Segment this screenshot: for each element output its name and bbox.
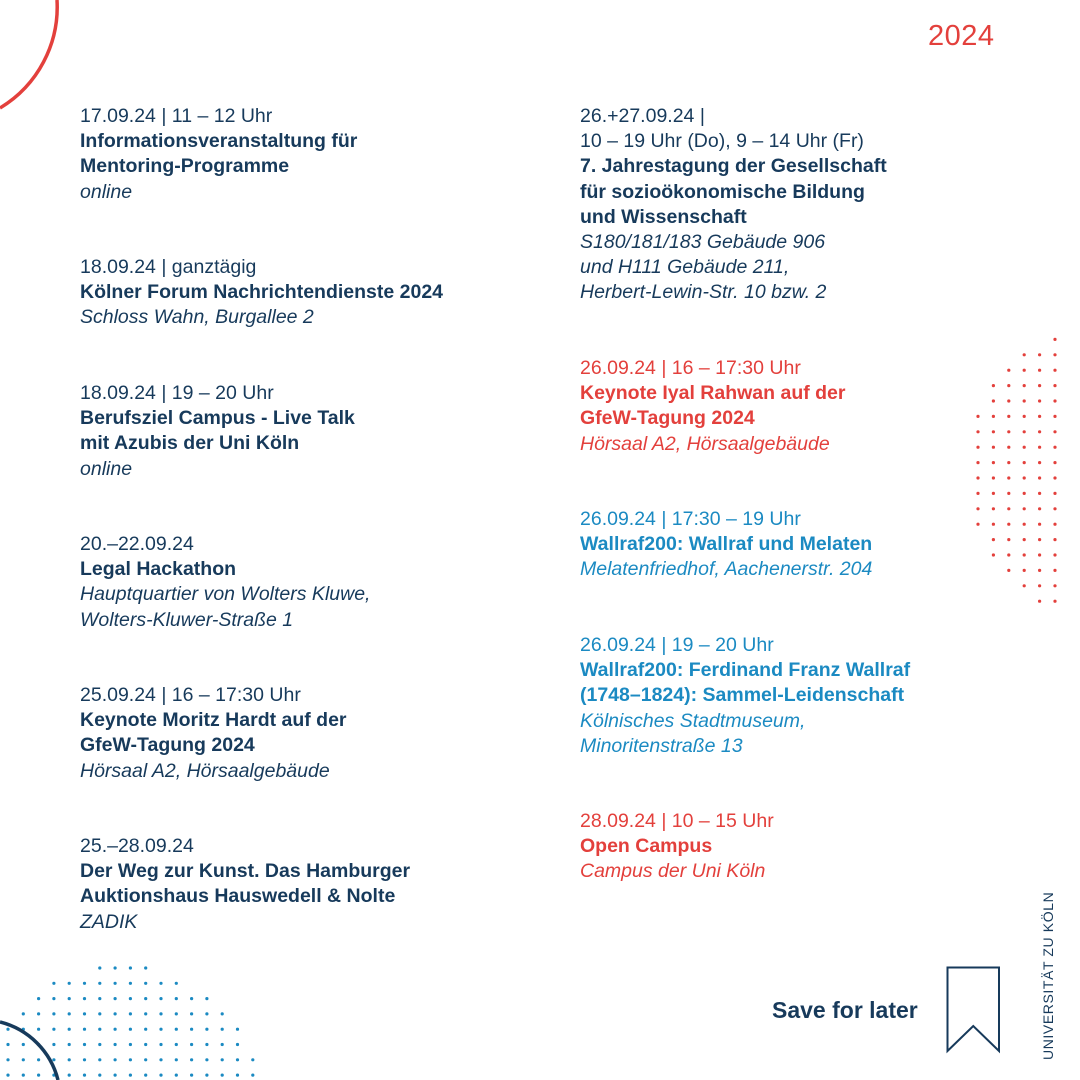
event-date: 25.–28.09.24: [80, 835, 194, 857]
decor-dot: [190, 1028, 193, 1031]
decor-dot: [83, 997, 86, 1000]
decor-dot: [159, 982, 162, 985]
decor-dot: [1023, 523, 1026, 526]
decor-dot: [37, 1028, 40, 1031]
event-title: für sozioökonomische Bildung: [580, 180, 865, 203]
decor-dot: [114, 966, 117, 969]
decor-dot: [236, 1074, 239, 1077]
event-location: Herbert-Lewin-Str. 10 bzw. 2: [580, 281, 827, 304]
decor-dot: [1038, 384, 1041, 387]
event-title: und Wissenschaft: [580, 205, 747, 228]
decor-dot: [129, 997, 132, 1000]
decor-dot: [1038, 415, 1041, 418]
decor-dot: [1023, 492, 1026, 495]
decor-dot: [159, 1012, 162, 1015]
event-title: Wallraf200: Wallraf und Melaten: [580, 533, 873, 556]
decor-dot: [22, 1012, 25, 1015]
decor-dot: [1053, 538, 1056, 541]
decor-dot: [144, 982, 147, 985]
decor-dot: [1007, 492, 1010, 495]
decor-dot: [68, 1074, 71, 1077]
decor-dot: [1023, 430, 1026, 433]
decor-dot: [144, 1058, 147, 1061]
decor-dot: [22, 1074, 25, 1077]
decor-dot: [1023, 507, 1026, 510]
event-date: 18.09.24 | ganztägig: [80, 256, 257, 278]
decor-dot: [83, 1058, 86, 1061]
decor-dot: [1007, 538, 1010, 541]
decor-dot: [1038, 538, 1041, 541]
event-date: 26.+27.09.24 |: [580, 105, 705, 127]
decor-dot: [175, 997, 178, 1000]
decor-dot: [976, 476, 979, 479]
decor-dot: [68, 997, 71, 1000]
decor-dot: [129, 982, 132, 985]
decor-dot: [976, 415, 979, 418]
decor-dot: [1007, 507, 1010, 510]
event-location: Kölnisches Stadtmuseum,: [580, 709, 806, 732]
decor-dot: [1038, 569, 1041, 572]
decor-dot: [129, 966, 132, 969]
decor-dot: [68, 1028, 71, 1031]
decor-dot: [221, 1028, 224, 1031]
decor-dot: [1023, 415, 1026, 418]
decor-dot: [129, 1012, 132, 1015]
decor-dot: [1038, 507, 1041, 510]
decor-dot: [1023, 446, 1026, 449]
event-date: 18.09.24 | 19 – 20 Uhr: [80, 382, 274, 404]
decor-dot: [992, 523, 995, 526]
event-location: Wolters-Kluwer-Straße 1: [80, 608, 294, 631]
decor-dot: [83, 1074, 86, 1077]
decor-dot: [976, 461, 979, 464]
decor-dot: [114, 1058, 117, 1061]
decor-dot: [1038, 446, 1041, 449]
decor-dot: [1023, 461, 1026, 464]
event-title: Open Campus: [580, 835, 713, 858]
decor-dot: [37, 1074, 40, 1077]
decor-dot: [1053, 353, 1056, 356]
decor-dot: [144, 1012, 147, 1015]
decor-dot: [175, 1043, 178, 1046]
decor-dot: [129, 1043, 132, 1046]
decor-dot: [114, 1028, 117, 1031]
decor-dot: [1053, 523, 1056, 526]
decor-dot: [190, 1012, 193, 1015]
decor-dot: [129, 1074, 132, 1077]
decor-dot: [114, 1074, 117, 1077]
right-dot-pattern: [976, 338, 1056, 603]
event-date: 25.09.24 | 16 – 17:30 Uhr: [80, 684, 301, 706]
event-location: Hörsaal A2, Hörsaalgebäude: [80, 759, 330, 782]
decor-dot: [1053, 492, 1056, 495]
decor-dot: [52, 1058, 55, 1061]
event-location: und H111 Gebäude 211,: [580, 256, 790, 279]
decor-dot: [1053, 384, 1056, 387]
event-location: Hörsaal A2, Hörsaalgebäude: [580, 432, 830, 455]
decor-dot: [1007, 384, 1010, 387]
decor-dot: [992, 446, 995, 449]
decor-dot: [1038, 399, 1041, 402]
event-location: online: [80, 457, 133, 480]
decor-dot: [159, 1028, 162, 1031]
decor-dot: [52, 1012, 55, 1015]
event-date: 26.09.24 | 16 – 17:30 Uhr: [580, 357, 801, 379]
event-title: Keynote Moritz Hardt auf der: [80, 709, 347, 732]
bookmark-icon[interactable]: [946, 966, 1002, 1054]
decor-dot: [1007, 415, 1010, 418]
decor-dot: [175, 1012, 178, 1015]
decor-dot: [144, 966, 147, 969]
top-left-arc: [0, 0, 57, 108]
decor-dot: [1053, 369, 1056, 372]
decor-dot: [1007, 569, 1010, 572]
event-title: Berufsziel Campus - Live Talk: [80, 407, 355, 430]
decor-dot: [52, 1028, 55, 1031]
decor-dot: [1007, 399, 1010, 402]
decor-dot: [159, 1043, 162, 1046]
decor-dot: [68, 1012, 71, 1015]
decor-dot: [1053, 507, 1056, 510]
decor-dot: [114, 1012, 117, 1015]
decor-dot: [114, 1043, 117, 1046]
decor-dot: [992, 430, 995, 433]
decor-dot: [1023, 476, 1026, 479]
decor-dot: [6, 1058, 9, 1061]
decor-dot: [83, 1012, 86, 1015]
decor-dot: [1007, 430, 1010, 433]
event-title: (1748–1824): Sammel-Leidenschaft: [580, 684, 905, 707]
decor-dot: [1023, 399, 1026, 402]
decor-dot: [98, 997, 101, 1000]
event-location: Minoritenstraße 13: [580, 734, 743, 757]
decor-dot: [52, 982, 55, 985]
event-item: [80, 834, 410, 935]
decor-dot: [144, 1074, 147, 1077]
decor-dot: [1038, 600, 1041, 603]
decor-dot: [129, 1058, 132, 1061]
decor-dot: [144, 997, 147, 1000]
decor-dot: [1053, 476, 1056, 479]
decor-dot: [992, 384, 995, 387]
event-item: [580, 809, 774, 885]
decor-dot: [98, 1028, 101, 1031]
decor-dot: [175, 1058, 178, 1061]
event-title: GfeW-Tagung 2024: [80, 734, 255, 757]
decor-dot: [144, 1043, 147, 1046]
event-location: S180/181/183 Gebäude 906: [580, 231, 826, 254]
bottom-left-arc: [0, 1022, 58, 1080]
decor-dot: [175, 982, 178, 985]
event-title: Wallraf200: Ferdinand Franz Wallraf: [580, 659, 911, 682]
decor-dot: [190, 1043, 193, 1046]
decor-dot: [1053, 399, 1056, 402]
decor-dot: [251, 1074, 254, 1077]
decor-dot: [221, 1058, 224, 1061]
decor-dot: [129, 1028, 132, 1031]
decor-dot: [1038, 430, 1041, 433]
decor-dot: [98, 1074, 101, 1077]
decor-dot: [992, 476, 995, 479]
decor-dot: [1007, 446, 1010, 449]
decor-dot: [159, 997, 162, 1000]
event-date: 26.09.24 | 19 – 20 Uhr: [580, 634, 774, 656]
year-label: 2024: [928, 20, 995, 52]
decor-dot: [992, 399, 995, 402]
event-title: mit Azubis der Uni Köln: [80, 432, 300, 455]
decor-dot: [236, 1028, 239, 1031]
decor-dot: [1053, 569, 1056, 572]
decor-dot: [98, 966, 101, 969]
decor-dot: [159, 1074, 162, 1077]
decor-dot: [1023, 553, 1026, 556]
decor-dot: [1023, 584, 1026, 587]
decor-dot: [205, 997, 208, 1000]
event-item: [580, 507, 872, 583]
decor-dot: [1023, 384, 1026, 387]
decor-dot: [1023, 569, 1026, 572]
event-title: Mentoring-Programme: [80, 155, 290, 178]
event-date: 26.09.24 | 17:30 – 19 Uhr: [580, 508, 801, 530]
decor-dot: [1038, 476, 1041, 479]
decor-dot: [190, 1058, 193, 1061]
event-title: Auktionshaus Hauswedell & Nolte: [80, 885, 396, 908]
event-title: Informationsveranstaltung für: [80, 130, 358, 153]
decor-dot: [1053, 553, 1056, 556]
decor-dot: [992, 538, 995, 541]
decor-dot: [37, 1058, 40, 1061]
decor-dot: [52, 997, 55, 1000]
decor-dot: [1007, 523, 1010, 526]
event-date: 17.09.24 | 11 – 12 Uhr: [80, 105, 273, 127]
decor-dot: [1038, 492, 1041, 495]
decor-dot: [1007, 369, 1010, 372]
event-location: Melatenfriedhof, Aachenerstr. 204: [580, 558, 873, 581]
decor-dot: [1038, 461, 1041, 464]
decor-dot: [37, 997, 40, 1000]
decor-dot: [236, 1058, 239, 1061]
event-location: ZADIK: [80, 910, 138, 933]
decor-dot: [976, 492, 979, 495]
decor-dot: [190, 1074, 193, 1077]
university-logo-text: UNIVERSITÄT ZU KÖLN: [1040, 891, 1056, 1060]
decor-dot: [221, 1043, 224, 1046]
decor-dot: [976, 523, 979, 526]
decor-dot: [205, 1012, 208, 1015]
event-location: online: [80, 180, 133, 203]
decor-dot: [1038, 523, 1041, 526]
decor-dot: [1038, 369, 1041, 372]
decor-dot: [1007, 476, 1010, 479]
decor-dot: [6, 1074, 9, 1077]
event-title: GfeW-Tagung 2024: [580, 407, 755, 430]
decor-dot: [159, 1058, 162, 1061]
event-item: [580, 104, 887, 306]
event-item: [80, 381, 355, 482]
decor-dot: [83, 982, 86, 985]
decor-dot: [1053, 600, 1056, 603]
decor-dot: [175, 1028, 178, 1031]
event-location: Schloss Wahn, Burgallee 2: [80, 306, 314, 329]
decor-dot: [221, 1074, 224, 1077]
decor-dot: [98, 1012, 101, 1015]
decor-dot: [1053, 430, 1056, 433]
event-item: [80, 104, 357, 205]
decor-dot: [83, 1028, 86, 1031]
decor-dot: [1053, 415, 1056, 418]
decor-dot: [68, 1058, 71, 1061]
event-title: 7. Jahrestagung der Gesellschaft: [580, 155, 887, 178]
decor-dot: [251, 1058, 254, 1061]
decor-dot: [1053, 584, 1056, 587]
decor-dot: [1053, 338, 1056, 341]
decor-dot: [992, 415, 995, 418]
decor-dot: [68, 982, 71, 985]
decor-dot: [1038, 584, 1041, 587]
decor-dot: [22, 1043, 25, 1046]
event-item: [80, 532, 370, 633]
decor-dot: [976, 507, 979, 510]
decor-dot: [1023, 538, 1026, 541]
decor-dot: [205, 1058, 208, 1061]
event-date: 28.09.24 | 10 – 15 Uhr: [580, 810, 774, 832]
decor-dot: [1038, 353, 1041, 356]
decor-dot: [98, 1058, 101, 1061]
decor-dot: [205, 1043, 208, 1046]
decor-dot: [1023, 369, 1026, 372]
decor-dot: [992, 507, 995, 510]
decor-dot: [205, 1074, 208, 1077]
decor-dot: [37, 1012, 40, 1015]
decor-dot: [992, 461, 995, 464]
decor-dot: [98, 1043, 101, 1046]
event-item: [80, 255, 443, 331]
decor-dot: [98, 982, 101, 985]
save-for-later-label: Save for later: [772, 997, 918, 1023]
decor-dot: [1038, 553, 1041, 556]
decor-dot: [6, 1043, 9, 1046]
decor-dot: [83, 1043, 86, 1046]
decor-dot: [976, 446, 979, 449]
event-item: [580, 356, 846, 457]
decor-dot: [221, 1012, 224, 1015]
decor-dot: [992, 553, 995, 556]
decor-dot: [114, 997, 117, 1000]
decor-dot: [144, 1028, 147, 1031]
decor-dot: [1053, 461, 1056, 464]
decor-dot: [1023, 353, 1026, 356]
decor-dot: [114, 982, 117, 985]
event-location: Hauptquartier von Wolters Kluwe,: [80, 583, 371, 606]
decor-dot: [6, 1028, 9, 1031]
event-title: Keynote Iyal Rahwan auf der: [580, 382, 846, 405]
decor-dot: [1007, 553, 1010, 556]
decor-dot: [190, 997, 193, 1000]
event-title: Der Weg zur Kunst. Das Hamburger: [80, 860, 411, 883]
decor-dot: [52, 1043, 55, 1046]
decor-dot: [175, 1074, 178, 1077]
decor-dot: [236, 1043, 239, 1046]
bottom-left-dot-pattern: [6, 966, 254, 1076]
event-item: [80, 683, 347, 784]
event-item: [580, 633, 910, 759]
event-date: 20.–22.09.24: [80, 533, 194, 555]
decor-dot: [68, 1043, 71, 1046]
event-title: Legal Hackathon: [80, 558, 237, 581]
event-date: 10 – 19 Uhr (Do), 9 – 14 Uhr (Fr): [580, 130, 864, 153]
decor-dot: [1007, 461, 1010, 464]
decor-dot: [205, 1028, 208, 1031]
event-location: Campus der Uni Köln: [580, 860, 766, 883]
decor-dot: [992, 492, 995, 495]
decor-dot: [22, 1058, 25, 1061]
event-title: Kölner Forum Nachrichtendienste 2024: [80, 281, 444, 304]
decor-dot: [976, 430, 979, 433]
decor-dot: [1053, 446, 1056, 449]
